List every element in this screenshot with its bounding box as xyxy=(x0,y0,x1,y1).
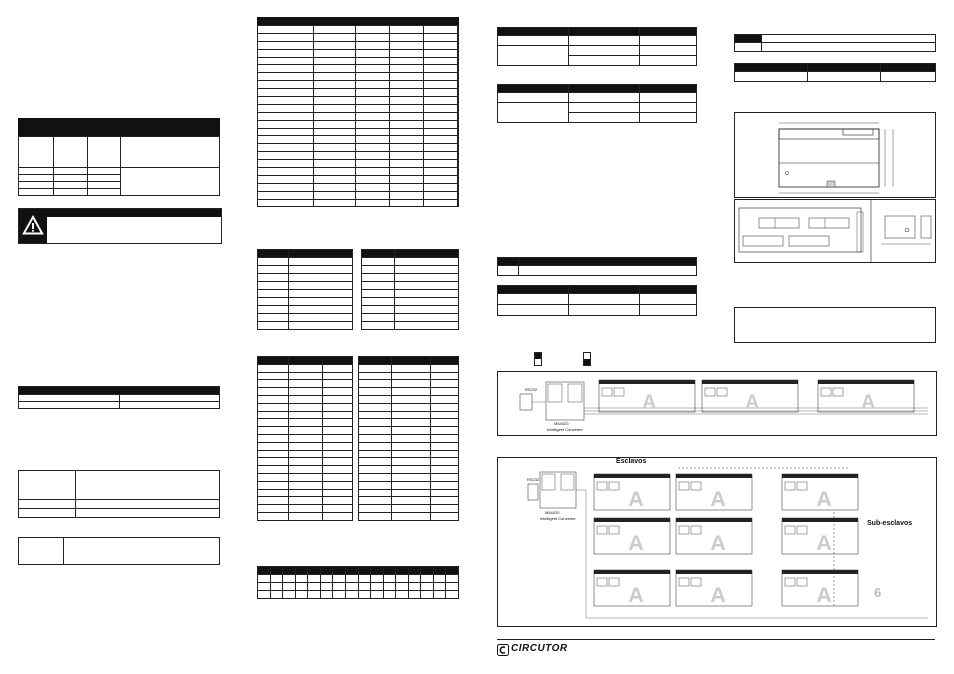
table-left-4 xyxy=(18,537,220,565)
bus1-converter-model: M54020 xyxy=(554,421,569,426)
footer-rule xyxy=(497,639,935,640)
table-right-1 xyxy=(734,34,936,52)
note-box xyxy=(734,307,936,343)
table-left-1 xyxy=(18,118,220,198)
slave-device-5 xyxy=(676,518,752,555)
svg-text:A: A xyxy=(710,530,726,555)
svg-text:A: A xyxy=(816,486,832,511)
table-mid-1 xyxy=(497,27,697,66)
sub-slaves-label: Sub-esclavos xyxy=(867,520,913,527)
table-left-2 xyxy=(18,386,220,409)
table-right-2 xyxy=(734,63,936,82)
slaves-label: Esclavos xyxy=(616,458,647,465)
bus2-port-label: RS232 xyxy=(527,477,540,482)
dip-switch-off-icon xyxy=(534,352,542,366)
svg-text:A: A xyxy=(628,530,644,555)
warning-box xyxy=(18,208,222,244)
brand-name: CIRCUTOR xyxy=(511,643,568,654)
circutor-logo-icon xyxy=(497,644,509,656)
svg-text:A: A xyxy=(861,392,876,413)
bus-diagram-1 xyxy=(497,371,937,436)
bus1-converter-caption: Intelligent Converter xyxy=(547,427,583,432)
svg-text:A: A xyxy=(816,530,832,555)
svg-text:A: A xyxy=(628,486,644,511)
dip-switch-on-icon xyxy=(583,352,591,366)
svg-text:A: A xyxy=(745,392,760,413)
svg-text:A: A xyxy=(642,392,657,413)
last-device-number: 6 xyxy=(874,585,882,600)
table-mid-2 xyxy=(497,84,697,123)
warning-icon xyxy=(22,215,44,235)
table-left-3 xyxy=(18,470,220,518)
svg-text:A: A xyxy=(628,582,644,607)
slave-device-4 xyxy=(594,518,670,555)
table-mid-3 xyxy=(497,257,697,276)
slave-device-1 xyxy=(594,474,670,511)
bus2-converter-model: M54020 xyxy=(545,510,560,515)
slave-device-8 xyxy=(676,570,752,607)
svg-text:A: A xyxy=(710,486,726,511)
slave-device-9 xyxy=(782,570,858,607)
svg-text:A: A xyxy=(710,582,726,607)
table-register-map-1 xyxy=(257,17,459,25)
table-mid-4 xyxy=(497,285,697,316)
top-view-drawing xyxy=(734,199,936,263)
bus2-converter-caption: Intelligent Converter xyxy=(540,516,576,521)
bus1-port-label: RS232 xyxy=(525,387,538,392)
bus-diagram-2 xyxy=(497,457,937,627)
slave-device-2 xyxy=(676,474,752,511)
slave-device-6 xyxy=(782,518,858,555)
slave-device-7 xyxy=(594,570,670,607)
circutor-logo xyxy=(497,643,577,657)
svg-text:A: A xyxy=(816,582,832,607)
slave-device-3 xyxy=(782,474,858,511)
front-view-drawing xyxy=(734,112,936,198)
